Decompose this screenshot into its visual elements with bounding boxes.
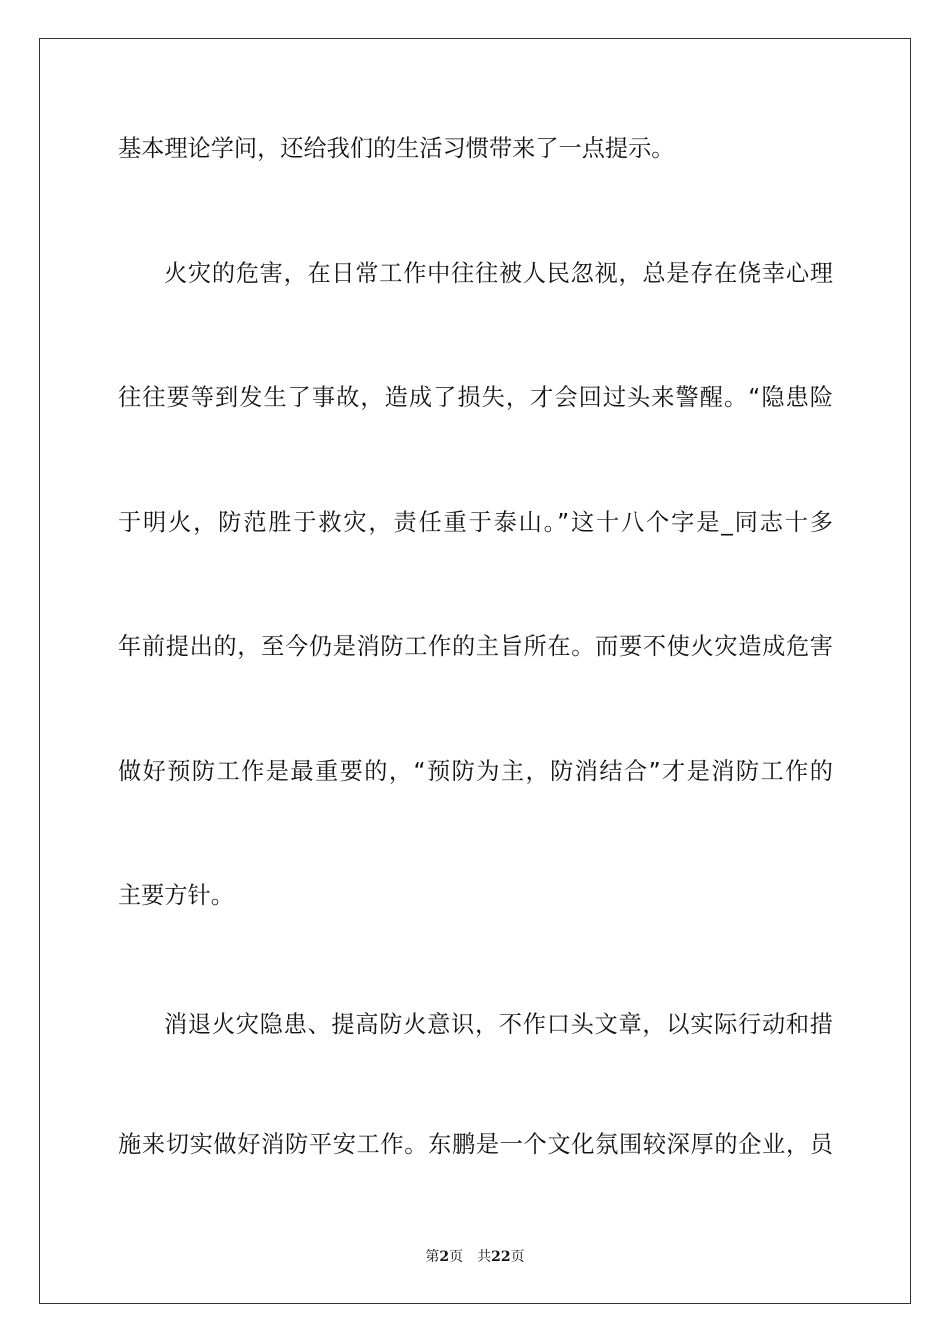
text-line-5: 年前提出的，至今仍是消防工作的主旨所在。而要不使火灾造成危害 (118, 633, 833, 660)
text-line-8: 消退火灾隐患、提高防火意识，不作口头文章，以实际行动和措 (164, 1011, 833, 1038)
page-prefix: 第 (425, 1249, 440, 1265)
text-line-4: 于明火，防范胜于救灾，责任重于泰山。”这十八个字是_同志十多 (118, 509, 833, 536)
page-suffix: 页 (449, 1249, 464, 1265)
total-prefix: 共 (477, 1249, 492, 1265)
page-border (39, 38, 911, 1304)
text-line-7: 主要方针。 (118, 882, 234, 909)
total-suffix: 页 (510, 1249, 525, 1265)
page-number: 2 (439, 1249, 450, 1265)
total-pages: 22 (491, 1249, 511, 1265)
page-footer (0, 1247, 950, 1267)
text-line-1: 基本理论学问，还给我们的生活习惯带来了一点提示。 (118, 135, 675, 162)
text-line-2: 火灾的危害，在日常工作中往往被人民忽视，总是存在侥幸心理 (164, 260, 833, 287)
text-line-6: 做好预防工作是最重要的，“预防为主，防消结合”才是消防工作的 (118, 758, 833, 785)
text-line-3: 往往要等到发生了事故，造成了损失，才会回过头来警醒。“隐患险 (118, 384, 833, 411)
text-line-9: 施来切实做好消防平安工作。东鹏是一个文化氛围较深厚的企业，员 (118, 1131, 833, 1158)
